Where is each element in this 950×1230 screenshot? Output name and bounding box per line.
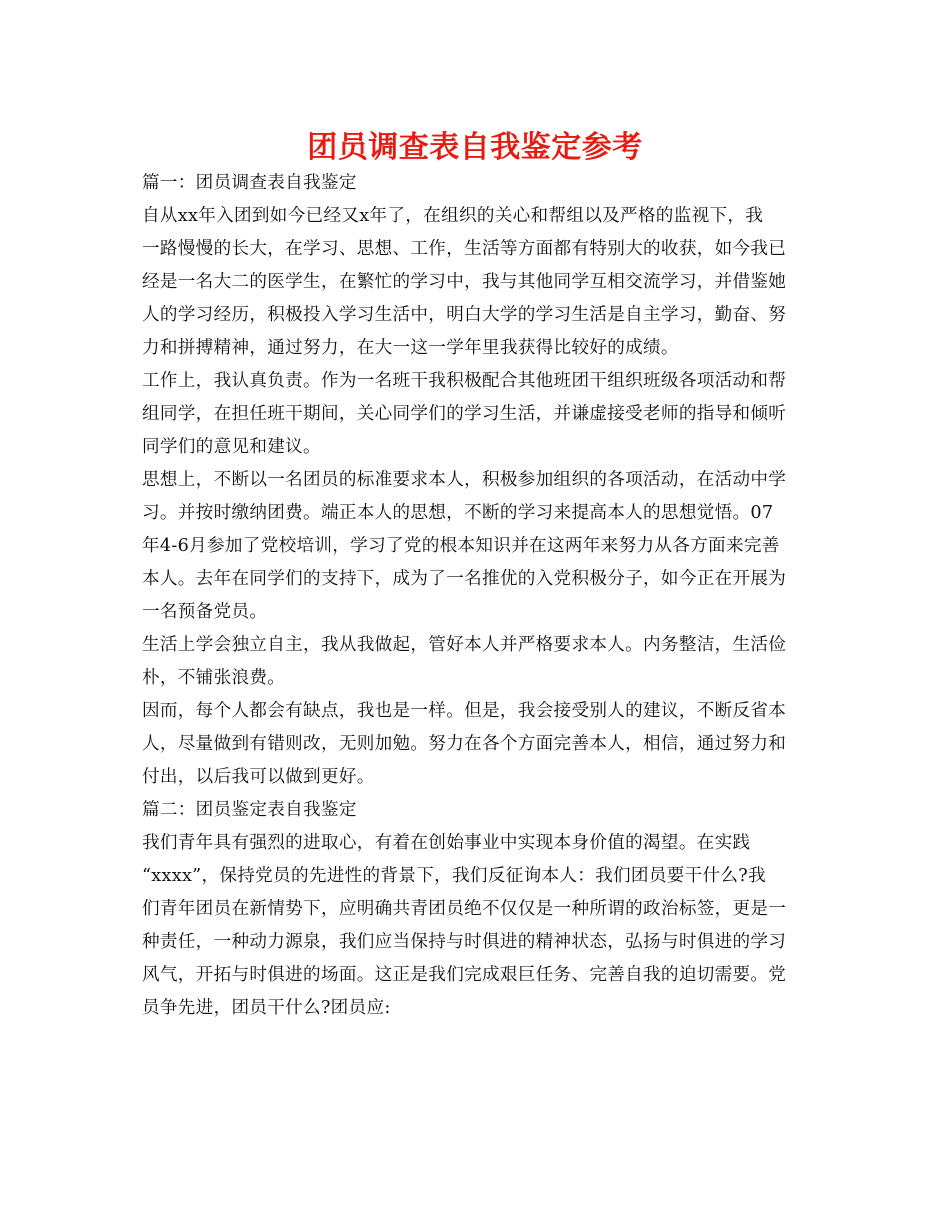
text-line: 自从xx年入团到如今已经又x年了，在组织的关心和帮组以及严格的监视下，我 [142, 206, 764, 226]
text-line: 付出，以后我可以做到更好。 [142, 767, 375, 787]
text-line: 经是一名大二的医学生，在繁忙的学习中，我与其他同学互相交流学习，并借鉴她 [142, 272, 787, 292]
text-line: 习。并按时缴纳团费。端正本人的思想，不断的学习来提高本人的思想觉悟。07 [142, 503, 774, 523]
text-line: 种责任，一种动力源泉，我们应当保持与时俱进的精神状态，弘扬与时俱进的学习 [142, 932, 787, 952]
text-line: 生活上学会独立自主，我从我做起，管好本人并严格要求本人。内务整洁，生活俭 [142, 635, 787, 655]
text-line: 组同学，在担任班干期间，关心同学们的学习生活，并谦虚接受老师的指导和倾听 [142, 404, 787, 424]
text-line: 一路慢慢的长大，在学习、思想、工作，生活等方面都有特别大的收获，如今我已 [142, 239, 787, 259]
text-line: 工作上，我认真负责。作为一名班干我积极配合其他班团干组织班级各项活动和帮 [142, 371, 787, 391]
text-line: 朴，不铺张浪费。 [142, 668, 286, 688]
text-line: 一名预备党员。 [142, 602, 268, 622]
text-line: 年4-6月参加了党校培训，学习了党的根本知识并在这两年来努力从各方面来完善 [142, 536, 780, 556]
text-line: 员争先进，团员干什么?团员应: [142, 998, 391, 1018]
text-line: 我们青年具有强烈的进取心，有着在创始事业中实现本身价值的渴望。在实践 [142, 833, 751, 853]
document-body [142, 167, 810, 1025]
text-line: 风气，开拓与时俱进的场面。这正是我们完成艰巨任务、完善自我的迫切需要。党 [142, 965, 787, 985]
document-title: 团员调查表自我鉴定参考 [307, 130, 643, 165]
text-line: 篇一：团员调查表自我鉴定 [142, 173, 357, 193]
text-line: “xxxx”，保持党员的先进性的背景下，我们反征询本人：我们团员要干什么?我 [142, 866, 766, 886]
text-line: 同学们的意见和建议。 [142, 437, 321, 457]
text-line: 人，尽量做到有错则改，无则加勉。努力在各个方面完善本人，相信，通过努力和 [142, 734, 787, 754]
text-line: 力和拼搏精神，通过努力，在大一这一学年里我获得比较好的成绩。 [142, 338, 679, 358]
text-line: 因而，每个人都会有缺点，我也是一样。但是，我会接受别人的建议，不断反省本 [142, 701, 787, 721]
text-line: 们青年团员在新情势下，应明确共青团员绝不仅仅是一种所谓的政治标签，更是一 [142, 899, 787, 919]
text-line: 本人。去年在同学们的支持下，成为了一名推优的入党积极分子，如今正在开展为 [142, 569, 787, 589]
text-line: 思想上，不断以一名团员的标准要求本人，积极参加组织的各项活动，在活动中学 [142, 470, 787, 490]
text-line: 篇二：团员鉴定表自我鉴定 [142, 800, 357, 820]
text-line: 人的学习经历，积极投入学习生活中，明白大学的学习生活是自主学习，勤奋、努 [142, 305, 787, 325]
